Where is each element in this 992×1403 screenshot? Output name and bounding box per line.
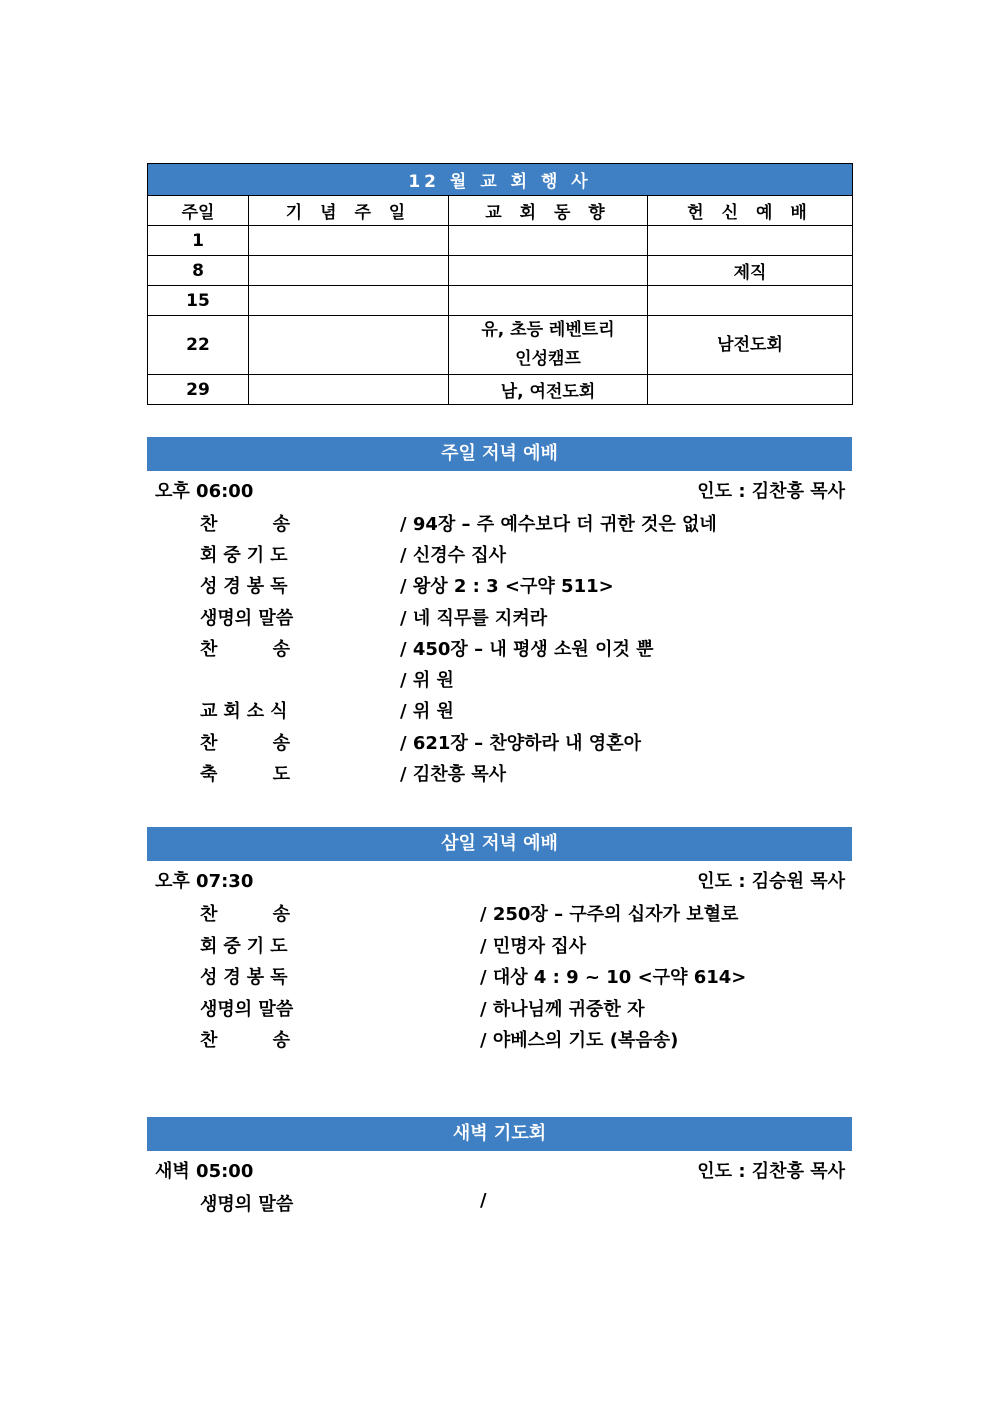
dawn-prayer-meta: [155, 1157, 845, 1183]
cell-devotion: [648, 226, 853, 256]
service-time: 새벽 05:00: [155, 1161, 254, 1182]
cell-trend-line2: 인성캠프: [515, 349, 581, 369]
table-row: [148, 256, 853, 286]
cell-memorial: [249, 286, 449, 316]
cell-trend-line1: 유, 초등 레벤트리: [481, 320, 615, 340]
cell-week: 29: [148, 375, 249, 405]
cell-trend: [449, 256, 648, 286]
order-label: 성경봉독: [200, 576, 294, 597]
order-value: / 신경수 집사: [400, 545, 507, 566]
events-title: 12 월 교 회 행 사: [148, 164, 853, 196]
table-row: [148, 286, 853, 316]
cell-week: 8: [148, 256, 249, 286]
order-label: 교회소식: [200, 701, 294, 722]
header-week: 주일: [148, 196, 249, 226]
table-row: [148, 316, 853, 375]
wednesday-evening-meta: [155, 867, 845, 893]
order-label: 찬 송: [200, 733, 290, 754]
table-row: [148, 226, 853, 256]
order-value: / 94장 – 주 예수보다 더 귀한 것은 없네: [400, 514, 717, 535]
cell-week: 15: [148, 286, 249, 316]
sunday-evening-title: 주일 저녁 예배: [147, 437, 852, 471]
service-leader: 인도 : 김찬흥 목사: [697, 481, 845, 502]
order-value: / 450장 – 내 평생 소원 이것 뿐: [400, 639, 654, 660]
service-leader: 인도 : 김찬흥 목사: [697, 1161, 845, 1182]
order-label: 회중기도: [200, 545, 294, 566]
cell-trend: 남, 여전도회: [449, 375, 648, 405]
order-label: 생명의 말씀: [200, 608, 294, 629]
header-memorial: 기 념 주 일: [249, 196, 449, 226]
order-label: 찬 송: [200, 639, 290, 660]
cell-trend: [449, 286, 648, 316]
order-value: /: [480, 1190, 487, 1211]
cell-devotion: 제직: [648, 256, 853, 286]
order-value: / 네 직무를 지켜라: [400, 608, 548, 629]
cell-week: 22: [148, 316, 249, 375]
order-label: 축 도: [200, 764, 290, 785]
cell-trend: [449, 316, 648, 375]
order-value: / 250장 – 구주의 십자가 보혈로: [480, 904, 739, 925]
order-label: 찬 송: [200, 514, 290, 535]
order-value: / 하나님께 귀중한 자: [480, 999, 645, 1020]
dawn-prayer-title: 새벽 기도회: [147, 1117, 852, 1151]
order-label: 생명의 말씀: [200, 999, 294, 1020]
order-value: / 야베스의 기도 (복음송): [480, 1030, 679, 1051]
order-value: / 민명자 집사: [480, 936, 587, 957]
order-label: 생명의 말씀: [200, 1194, 294, 1215]
order-value: / 대상 4 : 9 ~ 10 <구약 614>: [480, 967, 747, 988]
order-value: / 위 원: [400, 670, 454, 691]
order-label: 찬 송: [200, 1030, 290, 1051]
header-devotion: 헌 신 예 배: [648, 196, 853, 226]
cell-memorial: [249, 316, 449, 375]
cell-devotion: [648, 375, 853, 405]
cell-week: 1: [148, 226, 249, 256]
cell-trend: [449, 226, 648, 256]
service-leader: 인도 : 김승원 목사: [697, 871, 845, 892]
header-trend: 교 회 동 향: [449, 196, 648, 226]
order-value: / 위 원: [400, 701, 454, 722]
cell-memorial: [249, 375, 449, 405]
sunday-evening-meta: [155, 477, 845, 503]
order-value: / 621장 – 찬양하라 내 영혼아: [400, 733, 641, 754]
service-time: 오후 06:00: [155, 481, 254, 502]
order-label: 회중기도: [200, 936, 294, 957]
table-row: [148, 375, 853, 405]
order-value: / 왕상 2 : 3 <구약 511>: [400, 576, 614, 597]
wednesday-evening-title: 삼일 저녁 예배: [147, 827, 852, 861]
order-value: / 김찬흥 목사: [400, 764, 507, 785]
order-label: 찬 송: [200, 904, 290, 925]
cell-devotion: 남전도회: [648, 316, 853, 375]
service-time: 오후 07:30: [155, 871, 254, 892]
events-table: [147, 163, 853, 405]
cell-memorial: [249, 226, 449, 256]
order-label: 성경봉독: [200, 967, 294, 988]
cell-devotion: [648, 286, 853, 316]
cell-memorial: [249, 256, 449, 286]
